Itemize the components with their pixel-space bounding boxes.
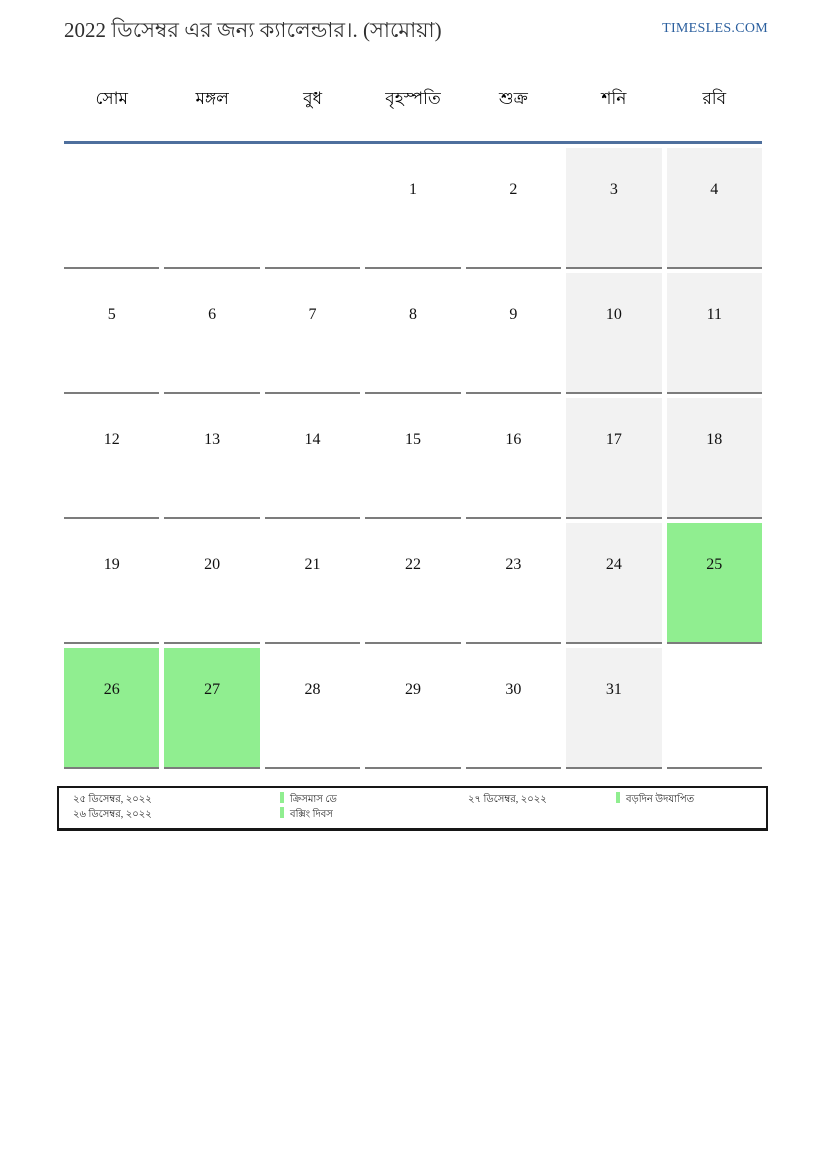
day-cell bbox=[466, 148, 561, 269]
weekday-sun: রবি bbox=[702, 89, 727, 108]
day-number: 1 bbox=[408, 181, 417, 198]
day-cell bbox=[365, 523, 460, 644]
legend-entry bbox=[280, 792, 468, 807]
day-number: 10 bbox=[605, 306, 622, 323]
legend-date: ২৫ ডিসেম্বর, ২০২২ bbox=[73, 794, 152, 805]
day-number: 26 bbox=[103, 681, 120, 698]
site-link[interactable]: TIMESLES.COM bbox=[662, 21, 768, 36]
day-number: 29 bbox=[404, 681, 421, 698]
day-number: 17 bbox=[605, 431, 622, 448]
day-number: 2 bbox=[509, 181, 518, 198]
day-cell bbox=[64, 273, 159, 394]
day-number: 4 bbox=[710, 181, 719, 198]
day-cell bbox=[365, 648, 460, 769]
legend-dates-col-1 bbox=[73, 792, 280, 822]
day-number: 27 bbox=[204, 681, 221, 698]
day-cell bbox=[265, 648, 360, 769]
day-number: 21 bbox=[304, 556, 321, 573]
day-cell bbox=[64, 648, 159, 769]
day-cell bbox=[667, 148, 762, 269]
day-number: 28 bbox=[304, 681, 321, 698]
day-number: 14 bbox=[304, 431, 321, 448]
day-number: 30 bbox=[505, 681, 522, 698]
day-number: 23 bbox=[505, 556, 522, 573]
legend-entry bbox=[616, 792, 754, 807]
legend-holiday-name: বক্সিং দিবস bbox=[290, 809, 333, 820]
legend-date: ২৬ ডিসেম্বর, ২০২২ bbox=[73, 809, 152, 820]
weekday-header-row bbox=[64, 86, 762, 114]
day-cell bbox=[265, 398, 360, 519]
page-title: 2022 ডিসেম্বর এর জন্য ক্যালেন্ডার।. (সামোয়া) bbox=[64, 18, 442, 42]
day-cell bbox=[164, 273, 259, 394]
day-cell bbox=[164, 148, 259, 269]
day-cell bbox=[667, 523, 762, 644]
day-cell bbox=[466, 648, 561, 769]
day-number: 13 bbox=[204, 431, 221, 448]
day-cell bbox=[164, 648, 259, 769]
day-cell bbox=[667, 648, 762, 769]
day-cell bbox=[164, 523, 259, 644]
day-number: 8 bbox=[408, 306, 417, 323]
weekday-thu: বৃহস্পতি bbox=[385, 89, 441, 108]
day-cell bbox=[667, 398, 762, 519]
legend-dates-col-2 bbox=[468, 792, 616, 822]
day-number: 12 bbox=[103, 431, 120, 448]
day-cell bbox=[667, 273, 762, 394]
legend-names-col-2 bbox=[616, 792, 754, 822]
day-cell bbox=[64, 148, 159, 269]
day-cell bbox=[265, 148, 360, 269]
day-number: 18 bbox=[706, 431, 723, 448]
day-number: 15 bbox=[404, 431, 421, 448]
weekday-tue: মঙ্গল bbox=[195, 89, 229, 108]
day-cell bbox=[164, 398, 259, 519]
day-cell bbox=[365, 273, 460, 394]
day-cell bbox=[466, 523, 561, 644]
legend-holiday-name: ক্রিসমাস ডে bbox=[290, 794, 337, 805]
day-cell bbox=[365, 148, 460, 269]
day-cell bbox=[265, 273, 360, 394]
day-number: 11 bbox=[706, 306, 722, 323]
weekday-mon: সোম bbox=[95, 89, 128, 108]
day-number: 5 bbox=[107, 306, 116, 323]
day-number: 16 bbox=[505, 431, 522, 448]
day-number: 24 bbox=[605, 556, 622, 573]
day-cell bbox=[265, 523, 360, 644]
holiday-legend bbox=[57, 786, 768, 831]
day-number: 25 bbox=[706, 556, 723, 573]
day-cell bbox=[64, 398, 159, 519]
legend-holiday-name: বড়দিন উদযাপিত bbox=[626, 794, 695, 805]
weekday-sat: শনি bbox=[601, 89, 627, 108]
calendar-grid bbox=[64, 148, 762, 769]
day-number: 31 bbox=[605, 681, 622, 698]
day-number: 9 bbox=[509, 306, 518, 323]
day-cell bbox=[566, 648, 661, 769]
day-cell bbox=[566, 523, 661, 644]
holiday-color-swatch bbox=[280, 792, 284, 803]
holiday-color-swatch bbox=[616, 792, 620, 803]
header-divider-line bbox=[64, 141, 762, 144]
holiday-color-swatch bbox=[280, 807, 284, 818]
weekday-fri: শুক্র bbox=[498, 89, 528, 108]
day-cell bbox=[466, 398, 561, 519]
legend-names-col-1 bbox=[280, 792, 468, 822]
day-cell bbox=[466, 273, 561, 394]
day-cell bbox=[566, 148, 661, 269]
day-cell bbox=[64, 523, 159, 644]
day-cell bbox=[365, 398, 460, 519]
day-number: 20 bbox=[204, 556, 221, 573]
day-number: 22 bbox=[404, 556, 421, 573]
day-cell bbox=[566, 398, 661, 519]
legend-date: ২৭ ডিসেম্বর, ২০২২ bbox=[468, 794, 547, 805]
legend-entry bbox=[280, 807, 468, 822]
day-number: 3 bbox=[609, 181, 618, 198]
day-number: 19 bbox=[103, 556, 120, 573]
weekday-wed: বুধ bbox=[303, 89, 323, 108]
day-number: 7 bbox=[308, 306, 317, 323]
day-cell bbox=[566, 273, 661, 394]
day-number: 6 bbox=[208, 306, 217, 323]
